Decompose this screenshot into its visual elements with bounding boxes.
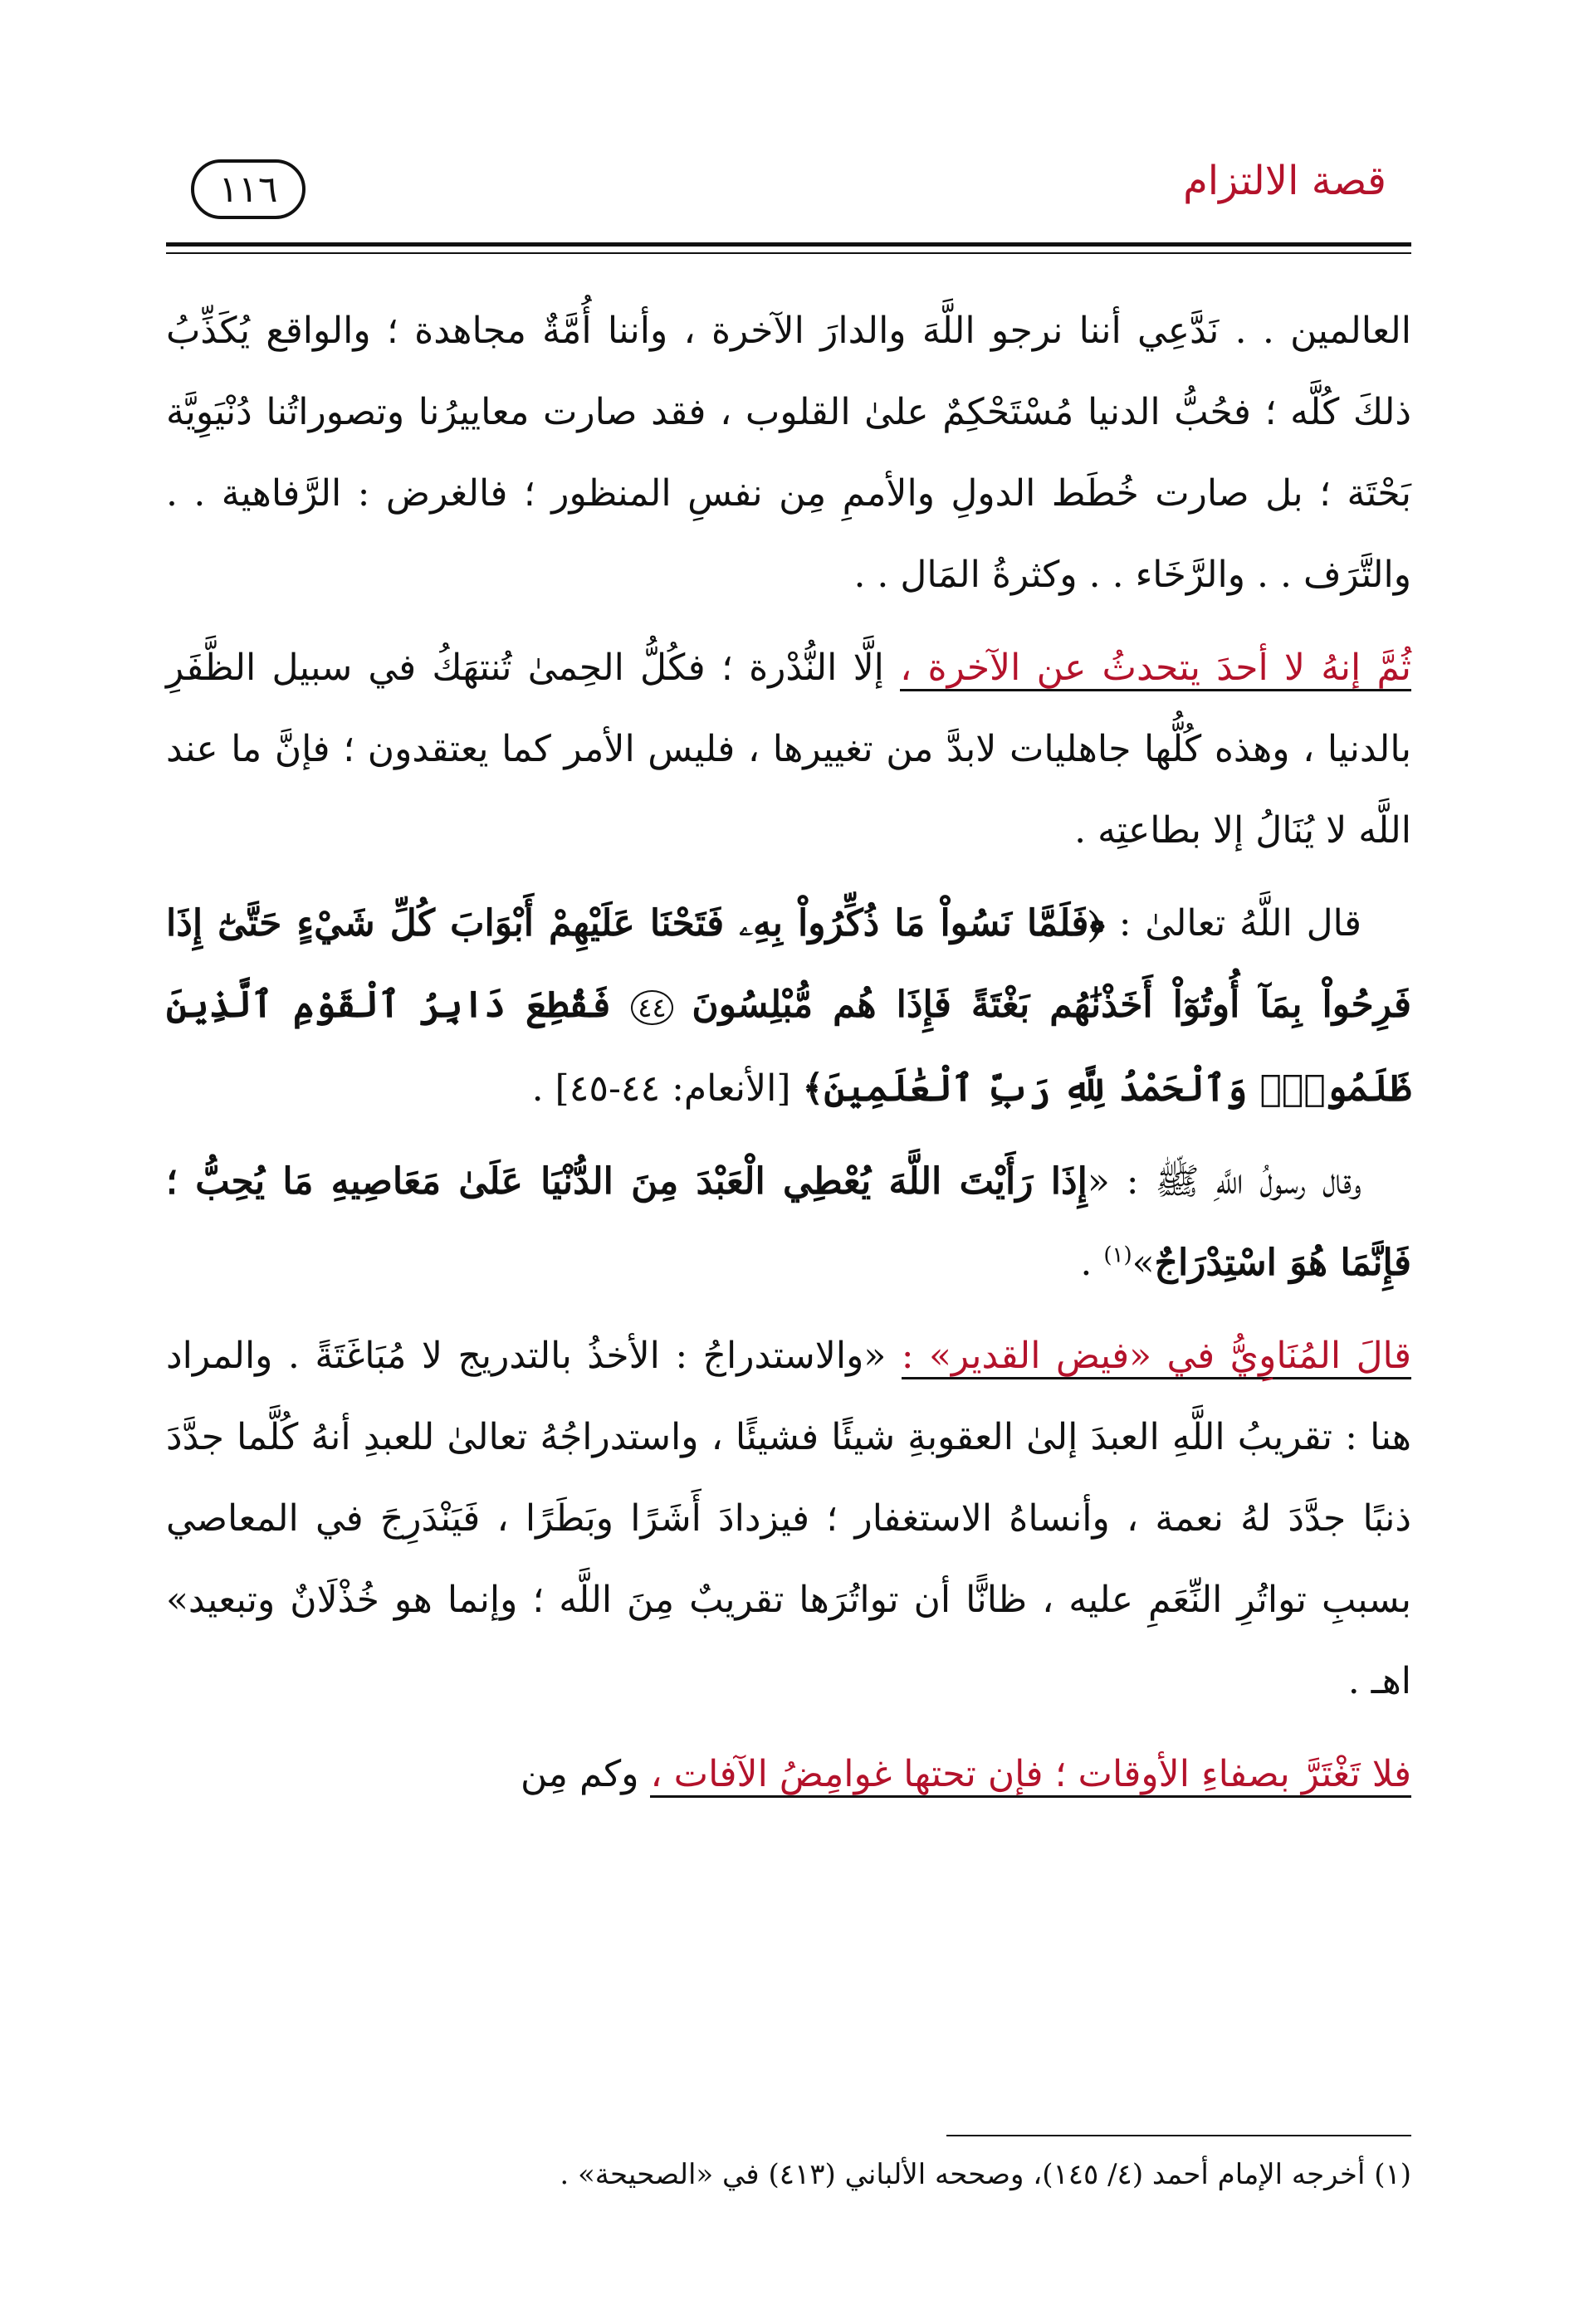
page-number: ١١٦ <box>191 159 306 219</box>
paragraph-text: «والاستدراجُ : الأخذُ بالتدريج لا مُبَاغَتَةً . والمراد هنا : تقريبُ اللَّهِ العبدَ إلىٰ العقوبةِ شيئًا فشيئًا ، واستدراجُهُ تعالىٰ للعبدِ أنهُ كُلَّما جدَّدَ ذنبًا جدَّدَ لهُ نعمة ، وأنساهُ الاستغفار ؛ فيزدادَ أَشَرًا وبَطَرًا ، فَيَنْدَرِجَ في المعاصي بسببِ تواتُرِ النِّعَمِ عليه ، ظانًّا أن تواتُرَها تقريبٌ مِنَ اللَّه ؛ وإنما هو خُذْلَانٌ وتبعيد» اهـ . <box>166 1335 1411 1702</box>
book-title: قصة الالتزام <box>1183 158 1386 204</box>
quote-intro: قال اللَّهُ تعالىٰ : <box>1104 902 1361 945</box>
hadith-intro: وقال رسولُ اللَّهِ ﷺ : « <box>1087 1160 1361 1203</box>
quran-verse-cont: فَقُطِعَ دَابِرُ ٱلْقَوْمِ ٱلَّذِينَ ظَلَمُواْۚ وَٱلْحَمْدُ لِلَّهِ رَبِّ ٱلْعَٰلَمِينَ﴾ <box>166 984 1411 1110</box>
paragraph-text: إلَّا النُّدْرة ؛ فكُلُّ الحِمىٰ تُنتهَكُ في سبيل الظَّفَرِ بالدنيا ، وهذه كُلُّها جاهليات لابدَّ من تغييرها ، فليس الأمر كما يعتقدون ؛ فإنَّ ما عند اللَّه لا يُنَالُ إلا بطاعتِه . <box>166 647 1411 852</box>
header-rule-thick <box>166 242 1411 247</box>
highlighted-phrase: فلا تَغْتَرَّ بصفاءِ الأوقات ؛ فإن تحتها غوامِضُ الآفات ، <box>650 1753 1411 1798</box>
paragraph-5 <box>166 1316 1411 1722</box>
header-rule-thin <box>166 252 1411 254</box>
quran-verse: ﴿فَلَمَّا نَسُواْ مَا ذُكِّرُواْ بِهِۦ فَتَحْنَا عَلَيْهِمْ أَبْوَابَ كُلِّ شَيْءٍ حَتَّىٰٓ إِذَا فَرِحُواْ بِمَآ أُوتُوٓاْ أَخَذْنَٰهُم بَغْتَةً فَإِذَا هُم مُّبْلِسُونَ <box>166 902 1411 1026</box>
paragraph-4-hadith <box>166 1141 1411 1304</box>
footnote-separator <box>946 2135 1411 2136</box>
paragraph-2 <box>166 627 1411 872</box>
paragraph-1 <box>166 290 1411 616</box>
paragraph-text: وكم مِن <box>520 1753 651 1795</box>
book-page <box>166 133 1411 2258</box>
page-header <box>166 133 1411 249</box>
highlighted-phrase: قالَ المُنَاوِيُّ في «فيض القدير» : <box>902 1335 1411 1379</box>
hadith-end: . <box>1080 1242 1104 1284</box>
footnote-marker: (١) <box>1103 1243 1132 1268</box>
paragraph-6 <box>166 1734 1411 1815</box>
highlighted-phrase: ثُمَّ إنهُ لا أحدَ يتحدثُ عن الآخرة ، <box>900 647 1411 691</box>
paragraph-3-quran <box>166 883 1411 1130</box>
footnote: (١) أخرجه الإمام أحمد (٤/ ١٤٥)، وصححه الألباني (٤١٣) في «الصحيحة» . <box>560 2158 1411 2191</box>
quran-reference: [الأنعام: ٤٤-٤٥] . <box>531 1067 803 1110</box>
hadith-text: إِذَا رَأَيْتَ اللَّهَ يُعْطِي الْعَبْدَ مِنَ الدُّنْيَا عَلَىٰ مَعَاصِيهِ مَا يُحِبُّ ؛ فَإِنَّمَا هُوَ اسْتِدْرَاجٌ <box>166 1160 1411 1284</box>
page-body <box>166 290 1411 1827</box>
ayah-number-marker: ٤٤ <box>631 990 672 1025</box>
paragraph-text: العالمين . . نَدَّعِي أننا نرجو اللَّهَ والدارَ الآخرة ، وأننا أُمَّةٌ مجاهدة ؛ والواقع يُكَذِّبُ ذلكَ كُلَّه ؛ فحُبُّ الدنيا مُسْتَحْكِمٌ علىٰ القلوب ، فقد صارت معاييرُنا وتصوراتُنا دُنْيَوِيَّة بَحْتَة ؛ بل صارت خُطَط الدولِ والأممِ مِن نفسِ المنظور ؛ فالغرض : الرَّفاهية . . والتَّرَف . . والرَّخَاء . . وكثرةُ المَال . . <box>166 310 1411 596</box>
hadith-outro: » <box>1132 1242 1155 1284</box>
